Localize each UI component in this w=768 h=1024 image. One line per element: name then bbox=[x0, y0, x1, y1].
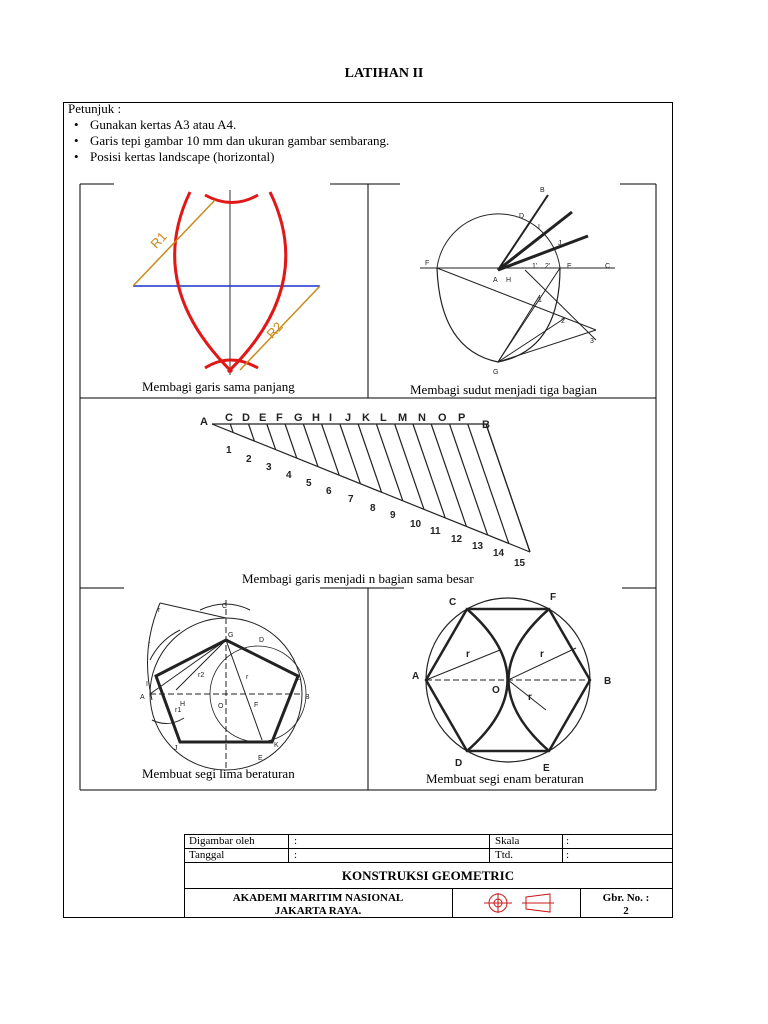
institution-line1: AKADEMI MARITIM NASIONAL bbox=[232, 892, 404, 904]
svg-text:E: E bbox=[543, 763, 550, 774]
svg-text:r: r bbox=[540, 649, 544, 660]
svg-text:7: 7 bbox=[348, 494, 354, 505]
svg-text:K: K bbox=[362, 412, 370, 424]
svg-text:B: B bbox=[482, 419, 490, 431]
svg-text:M: M bbox=[398, 412, 408, 424]
caption-fig1: Membagi garis sama panjang bbox=[142, 379, 295, 394]
hatch-line bbox=[395, 424, 424, 509]
svg-text:8: 8 bbox=[370, 503, 376, 514]
svg-text:12: 12 bbox=[451, 534, 463, 545]
figure-divide-n-top-labels bbox=[200, 412, 490, 431]
svg-text:I: I bbox=[146, 681, 148, 688]
svg-text:B: B bbox=[540, 187, 545, 194]
figure-trisect-labels bbox=[425, 187, 610, 376]
svg-text:D: D bbox=[242, 412, 250, 424]
svg-text:O: O bbox=[492, 685, 500, 696]
svg-text:G: G bbox=[493, 369, 499, 376]
hatch-line bbox=[267, 424, 276, 450]
figure-divide-n-numbers bbox=[226, 445, 526, 569]
svg-text:H: H bbox=[506, 277, 512, 284]
svg-text:r2: r2 bbox=[198, 672, 205, 679]
svg-text:1': 1' bbox=[532, 263, 538, 270]
svg-text:14: 14 bbox=[493, 548, 505, 559]
figure-trisect-angle bbox=[420, 195, 615, 362]
drawn-by-sep: : bbox=[294, 835, 298, 847]
svg-text:F: F bbox=[276, 412, 283, 424]
drawing-number bbox=[580, 892, 672, 918]
svg-text:C: C bbox=[222, 603, 228, 610]
svg-text:r: r bbox=[528, 692, 532, 703]
svg-text:J: J bbox=[345, 412, 352, 424]
svg-text:4: 4 bbox=[286, 470, 292, 481]
svg-text:3: 3 bbox=[590, 338, 594, 345]
svg-text:F: F bbox=[254, 702, 259, 709]
svg-text:2: 2 bbox=[246, 454, 252, 465]
caption-fig2: Membagi sudut menjadi tiga bagian bbox=[410, 382, 598, 397]
title-block bbox=[184, 834, 672, 918]
svg-text:B: B bbox=[305, 694, 310, 701]
figure-divide-n-hatch bbox=[230, 424, 530, 552]
hatch-line bbox=[468, 424, 509, 543]
institution bbox=[184, 892, 452, 918]
svg-text:C: C bbox=[605, 263, 611, 270]
svg-text:J: J bbox=[174, 745, 178, 752]
hatch-line bbox=[340, 424, 361, 484]
svg-text:15: 15 bbox=[514, 558, 526, 569]
date-sep: : bbox=[294, 849, 298, 861]
svg-text:10: 10 bbox=[410, 519, 422, 530]
label: R1 bbox=[147, 228, 170, 252]
figure-bisect-line bbox=[133, 190, 320, 375]
svg-text:A: A bbox=[412, 671, 420, 682]
sign-sep: : bbox=[566, 849, 570, 861]
svg-text:I: I bbox=[538, 224, 540, 231]
svg-text:1: 1 bbox=[226, 445, 232, 456]
svg-text:C: C bbox=[449, 597, 457, 608]
caption-fig5: Membuat segi enam beraturan bbox=[426, 771, 584, 786]
svg-text:J: J bbox=[558, 240, 562, 247]
svg-text:O: O bbox=[218, 703, 224, 710]
drawing-number-value: 2 bbox=[623, 905, 629, 917]
figure-divide-n bbox=[212, 424, 530, 552]
svg-text:3: 3 bbox=[266, 462, 272, 473]
svg-text:L: L bbox=[297, 675, 301, 682]
projection-symbol-icon bbox=[478, 892, 558, 914]
institution-line2: JAKARTA RAYA. bbox=[274, 905, 362, 917]
svg-text:r: r bbox=[158, 607, 161, 614]
hatch-line bbox=[431, 424, 466, 526]
svg-text:5: 5 bbox=[306, 478, 312, 489]
drawing-title: KONSTRUKSI GEOMETRIC bbox=[341, 868, 515, 883]
hatch-line bbox=[486, 424, 530, 552]
caption-fig3: Membagi garis menjadi n bagian sama besar bbox=[242, 571, 474, 586]
date-label: Tanggal bbox=[189, 849, 225, 861]
instructions-heading: Petunjuk : bbox=[68, 101, 122, 116]
instruction-item: • Posisi kertas landscape (horizontal) bbox=[90, 149, 389, 165]
svg-text:r1: r1 bbox=[175, 707, 182, 714]
svg-text:D: D bbox=[455, 758, 463, 769]
svg-text:r: r bbox=[148, 641, 151, 648]
svg-text:H: H bbox=[180, 701, 186, 708]
svg-text:E: E bbox=[259, 412, 267, 424]
svg-text:13: 13 bbox=[472, 541, 484, 552]
svg-text:C: C bbox=[225, 412, 233, 424]
scale-label: Skala bbox=[495, 835, 520, 847]
svg-text:P: P bbox=[458, 412, 466, 424]
svg-text:N: N bbox=[418, 412, 426, 424]
drawn-by-label: Digambar oleh bbox=[189, 835, 255, 847]
figure-pentagon bbox=[148, 600, 307, 770]
svg-text:D: D bbox=[259, 637, 265, 644]
hatch-line bbox=[358, 424, 381, 492]
svg-text:A: A bbox=[200, 416, 208, 428]
hatch-line bbox=[449, 424, 487, 535]
svg-text:G: G bbox=[294, 412, 303, 424]
svg-text:r: r bbox=[246, 674, 249, 681]
svg-text:6: 6 bbox=[326, 486, 332, 497]
instruction-item: • Garis tepi gambar 10 mm dan ukuran gambar sembarang. bbox=[90, 133, 389, 149]
svg-text:G: G bbox=[228, 632, 234, 639]
svg-text:E: E bbox=[258, 755, 263, 762]
svg-text:D: D bbox=[519, 213, 525, 220]
svg-text:K: K bbox=[274, 742, 279, 749]
svg-text:2: 2 bbox=[561, 318, 565, 325]
svg-text:r: r bbox=[466, 649, 470, 660]
sign-label: Ttd. bbox=[495, 849, 514, 861]
svg-text:A: A bbox=[493, 277, 498, 284]
svg-text:11: 11 bbox=[430, 526, 441, 537]
svg-text:H: H bbox=[312, 412, 320, 424]
svg-text:F: F bbox=[550, 592, 557, 603]
page-title: LATIHAN II bbox=[344, 66, 424, 81]
figure-hexagon bbox=[426, 598, 590, 762]
svg-text:1: 1 bbox=[538, 297, 542, 304]
svg-text:A: A bbox=[140, 694, 145, 701]
svg-text:9: 9 bbox=[390, 510, 396, 521]
svg-text:F: F bbox=[425, 260, 430, 267]
hatch-line bbox=[413, 424, 445, 518]
hatch-line bbox=[303, 424, 318, 467]
svg-text:E: E bbox=[567, 263, 572, 270]
scale-sep: : bbox=[566, 835, 570, 847]
svg-text:2': 2' bbox=[545, 263, 551, 270]
svg-text:L: L bbox=[380, 412, 387, 424]
svg-text:B: B bbox=[604, 676, 612, 687]
instruction-item: • Gunakan kertas A3 atau A4. bbox=[90, 117, 389, 133]
hatch-line bbox=[322, 424, 340, 475]
svg-text:I: I bbox=[329, 412, 333, 424]
hatch-line bbox=[285, 424, 297, 458]
caption-fig4: Membuat segi lima beraturan bbox=[142, 766, 295, 781]
drawing-number-label: Gbr. No. : bbox=[602, 892, 650, 904]
label: R2 bbox=[263, 318, 286, 342]
svg-text:O: O bbox=[438, 412, 447, 424]
